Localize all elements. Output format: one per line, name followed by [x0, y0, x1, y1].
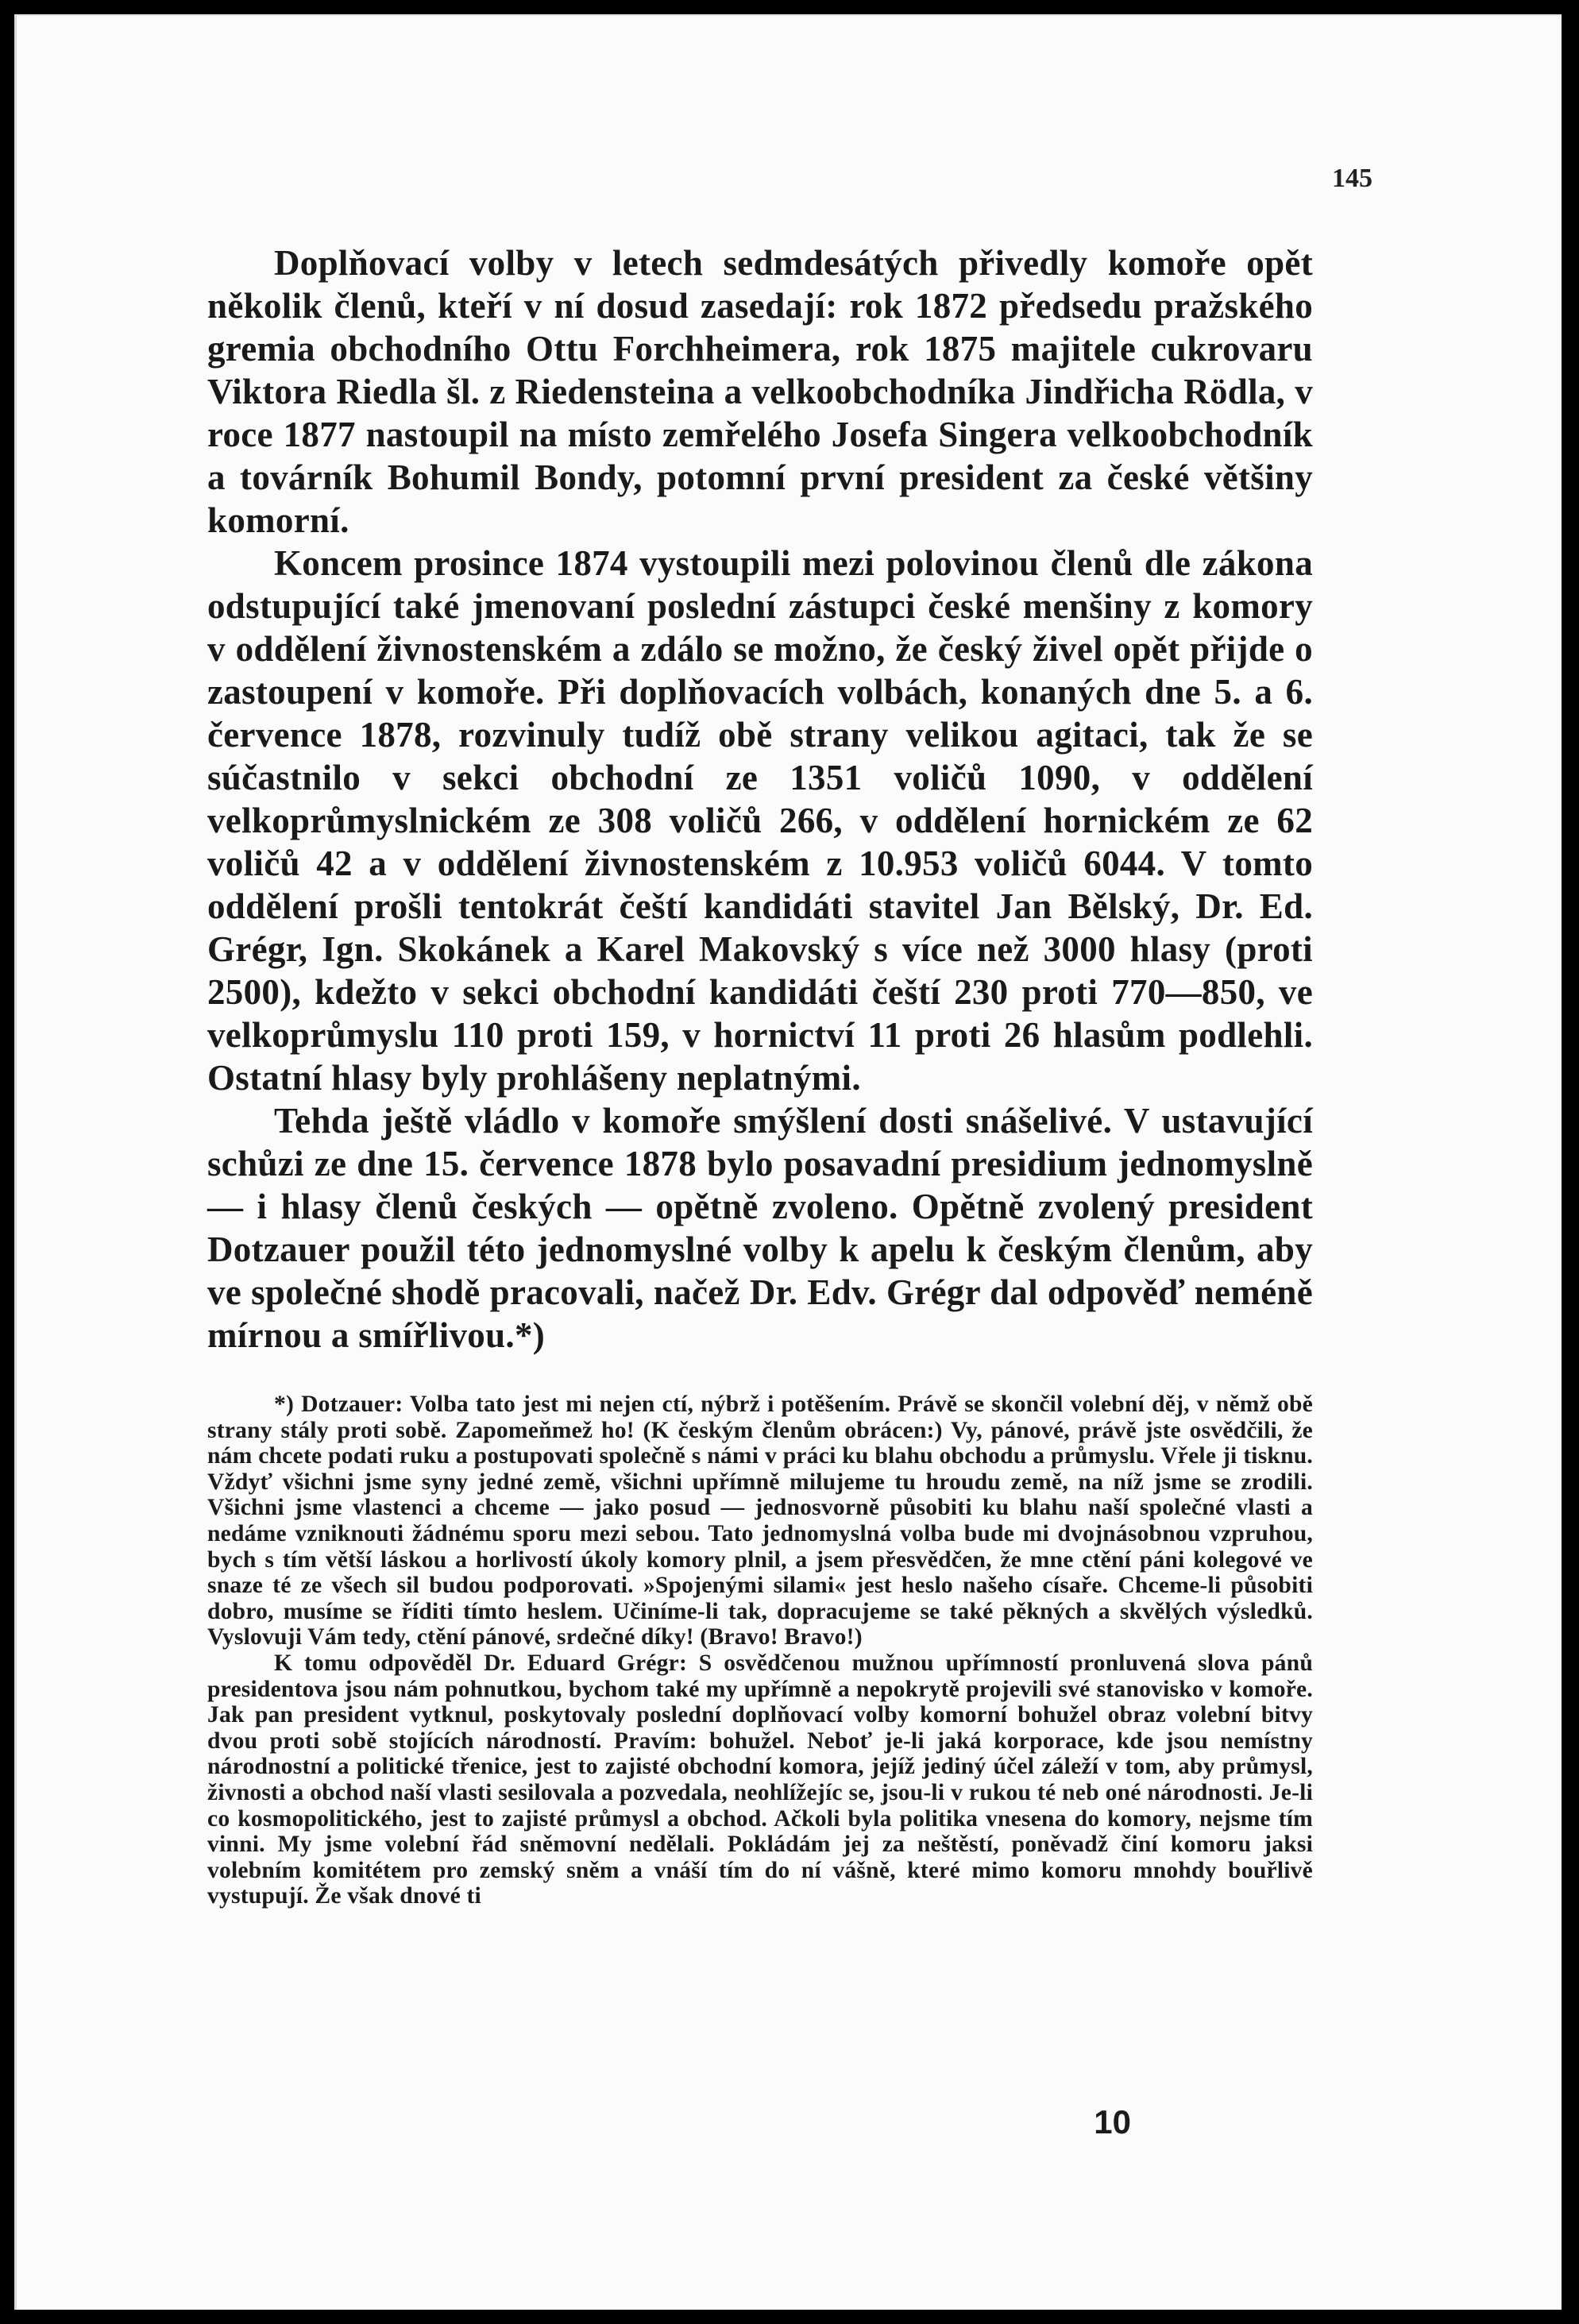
- paragraph-3: Tehda ještě vládlo v komoře smýšlení dosti snášelivé. V ustavující schůzi ze dne 15. července 1878 bylo posavadní presidium jednomyslně — i hlasy členů českých — opětně zvoleno. Opětně zvolený president Dotzauer použil této jednomyslné volby k apelu k českým členům, aby ve společné shodě pracovali, načež Dr. Edv. Grégr dal odpověď neméně mírnou a smířlivou.*): [207, 1101, 1313, 1355]
- paragraph-1: Doplňovací volby v letech sedmdesátých přivedly komoře opět několik členů, kteří v ní dosud zasedají: rok 1872 předsedu pražského gremia obchodního Ottu Forchheimera, rok 1875 majitele cukrovaru Viktora Riedla šl. z Riedensteina a velkoobchodníka Jindřicha Rödla, v roce 1877 nastoupil na místo zemřelého Josefa Singera velkoobchodník a továrník Bohumil Bondy, potomní první president za české většiny komorní.: [207, 243, 1313, 540]
- page-number: 145: [1332, 164, 1372, 193]
- footnotes: [207, 1392, 1313, 1909]
- page: [14, 14, 1562, 2310]
- main-text: [207, 241, 1313, 1357]
- footnote-2: K tomu odpověděl Dr. Eduard Grégr: S osvědčenou mužnou upřímností pronluvená slova pánů presidentova jsou nám pohnutkou, bychom také my upřímně a nepokrytě projevili své stanovisko v komoře. Jak pan president vytknul, poskytovaly poslední doplňovací volby komorní bohužel obraz volební bitvy dvou proti sobě stojících národností. Pravím: bohužel. Neboť je-li jaká korporace, kde jsou nemístny národnostní a politické třenice, jest to zajisté obchodní komora, jejíž jediný účel záleží v tom, aby průmysl, živnosti a obchod naší vlasti sesilovala a pozvedala, neohlížejíc se, jsou-li v rukou té neb oné národnosti. Je-li co kosmopolitického, jest to zajisté průmysl a obchod. Ačkoli byla politika vnesena do komory, nejsme tím vinni. My jsme volební řád sněmovní nedělali. Pokládám jej za neštěstí, poněvadž činí komoru jaksi volebním komitétem pro zemský sněm a vnáší tím do ní vášně, které mimo komoru mnohdy bouřlivě vystupují. Že však dnové ti: [207, 1650, 1313, 1909]
- paragraph-2: Koncem prosince 1874 vystoupili mezi polovinou členů dle zákona odstupující také jmenovaní poslední zástupci české menšiny z komory v oddělení živnostenském a zdálo se možno, že český živel opět přijde o zastoupení v komoře. Při doplňovacích volbách, konaných dne 5. a 6. července 1878, rozvinuly tudíž obě strany velikou agitaci, tak že se súčastnilo v sekci obchodní ze 1351 voličů 1090, v oddělení velkoprůmyslnickém ze 308 voličů 266, v oddělení hornickém ze 62 voličů 42 a v oddělení živnostenském z 10.953 voličů 6044. V tomto oddělení prošli tentokrát čeští kandidáti stavitel Jan Bělský, Dr. Ed. Grégr, Ign. Skokánek a Karel Makovský s více než 3000 hlasy (proti 2500), kdežto v sekci obchodní kandidáti čeští 230 proti 770—850, ve velkoprůmyslu 110 proti 159, v hornictví 11 proti 26 hlasům podlehli. Ostatní hlasy byly prohlášeny neplatnými.: [207, 543, 1313, 1098]
- footnote-1: *) Dotzauer: Volba tato jest mi nejen ctí, nýbrž i potěšením. Právě se skončil volební děj, v němž obě strany stály proti sobě. Zapomeňmež ho! (K českým členům obrácen:) Vy, pánové, právě jste osvědčili, že nám chcete podati ruku a postupovati společně s námi v práci ku blahu obchodu a průmyslu. Vřele ji tisknu. Vždyť všichni jsme syny jedné země, všichni upřímně milujeme tu hroudu země, na níž jsme se zrodili. Všichni jsme vlastenci a chceme — jako posud — jednosvorně působiti ku blahu naší společné vlasti a nedáme vzniknouti žádnému sporu mezi sebou. Tato jednomyslná volba bude mi dvojnásobnou vzpruhou, bych s tím větší láskou a horlivostí úkoly komory plnil, a jsem přesvědčen, že mne ctění páni kolegové ve snaze té ze všech sil budou podporovati. »Spojenými silami« jest heslo našeho císaře. Chceme-li působiti dobro, musíme se říditi tímto heslem. Učiníme-li tak, dopracujeme se také pěkných a skvělých výsledků. Vyslovuji Vám tedy, ctění pánové, srdečné díky! (Bravo! Bravo!): [207, 1392, 1313, 1650]
- signature-mark: 10: [1094, 2103, 1131, 2141]
